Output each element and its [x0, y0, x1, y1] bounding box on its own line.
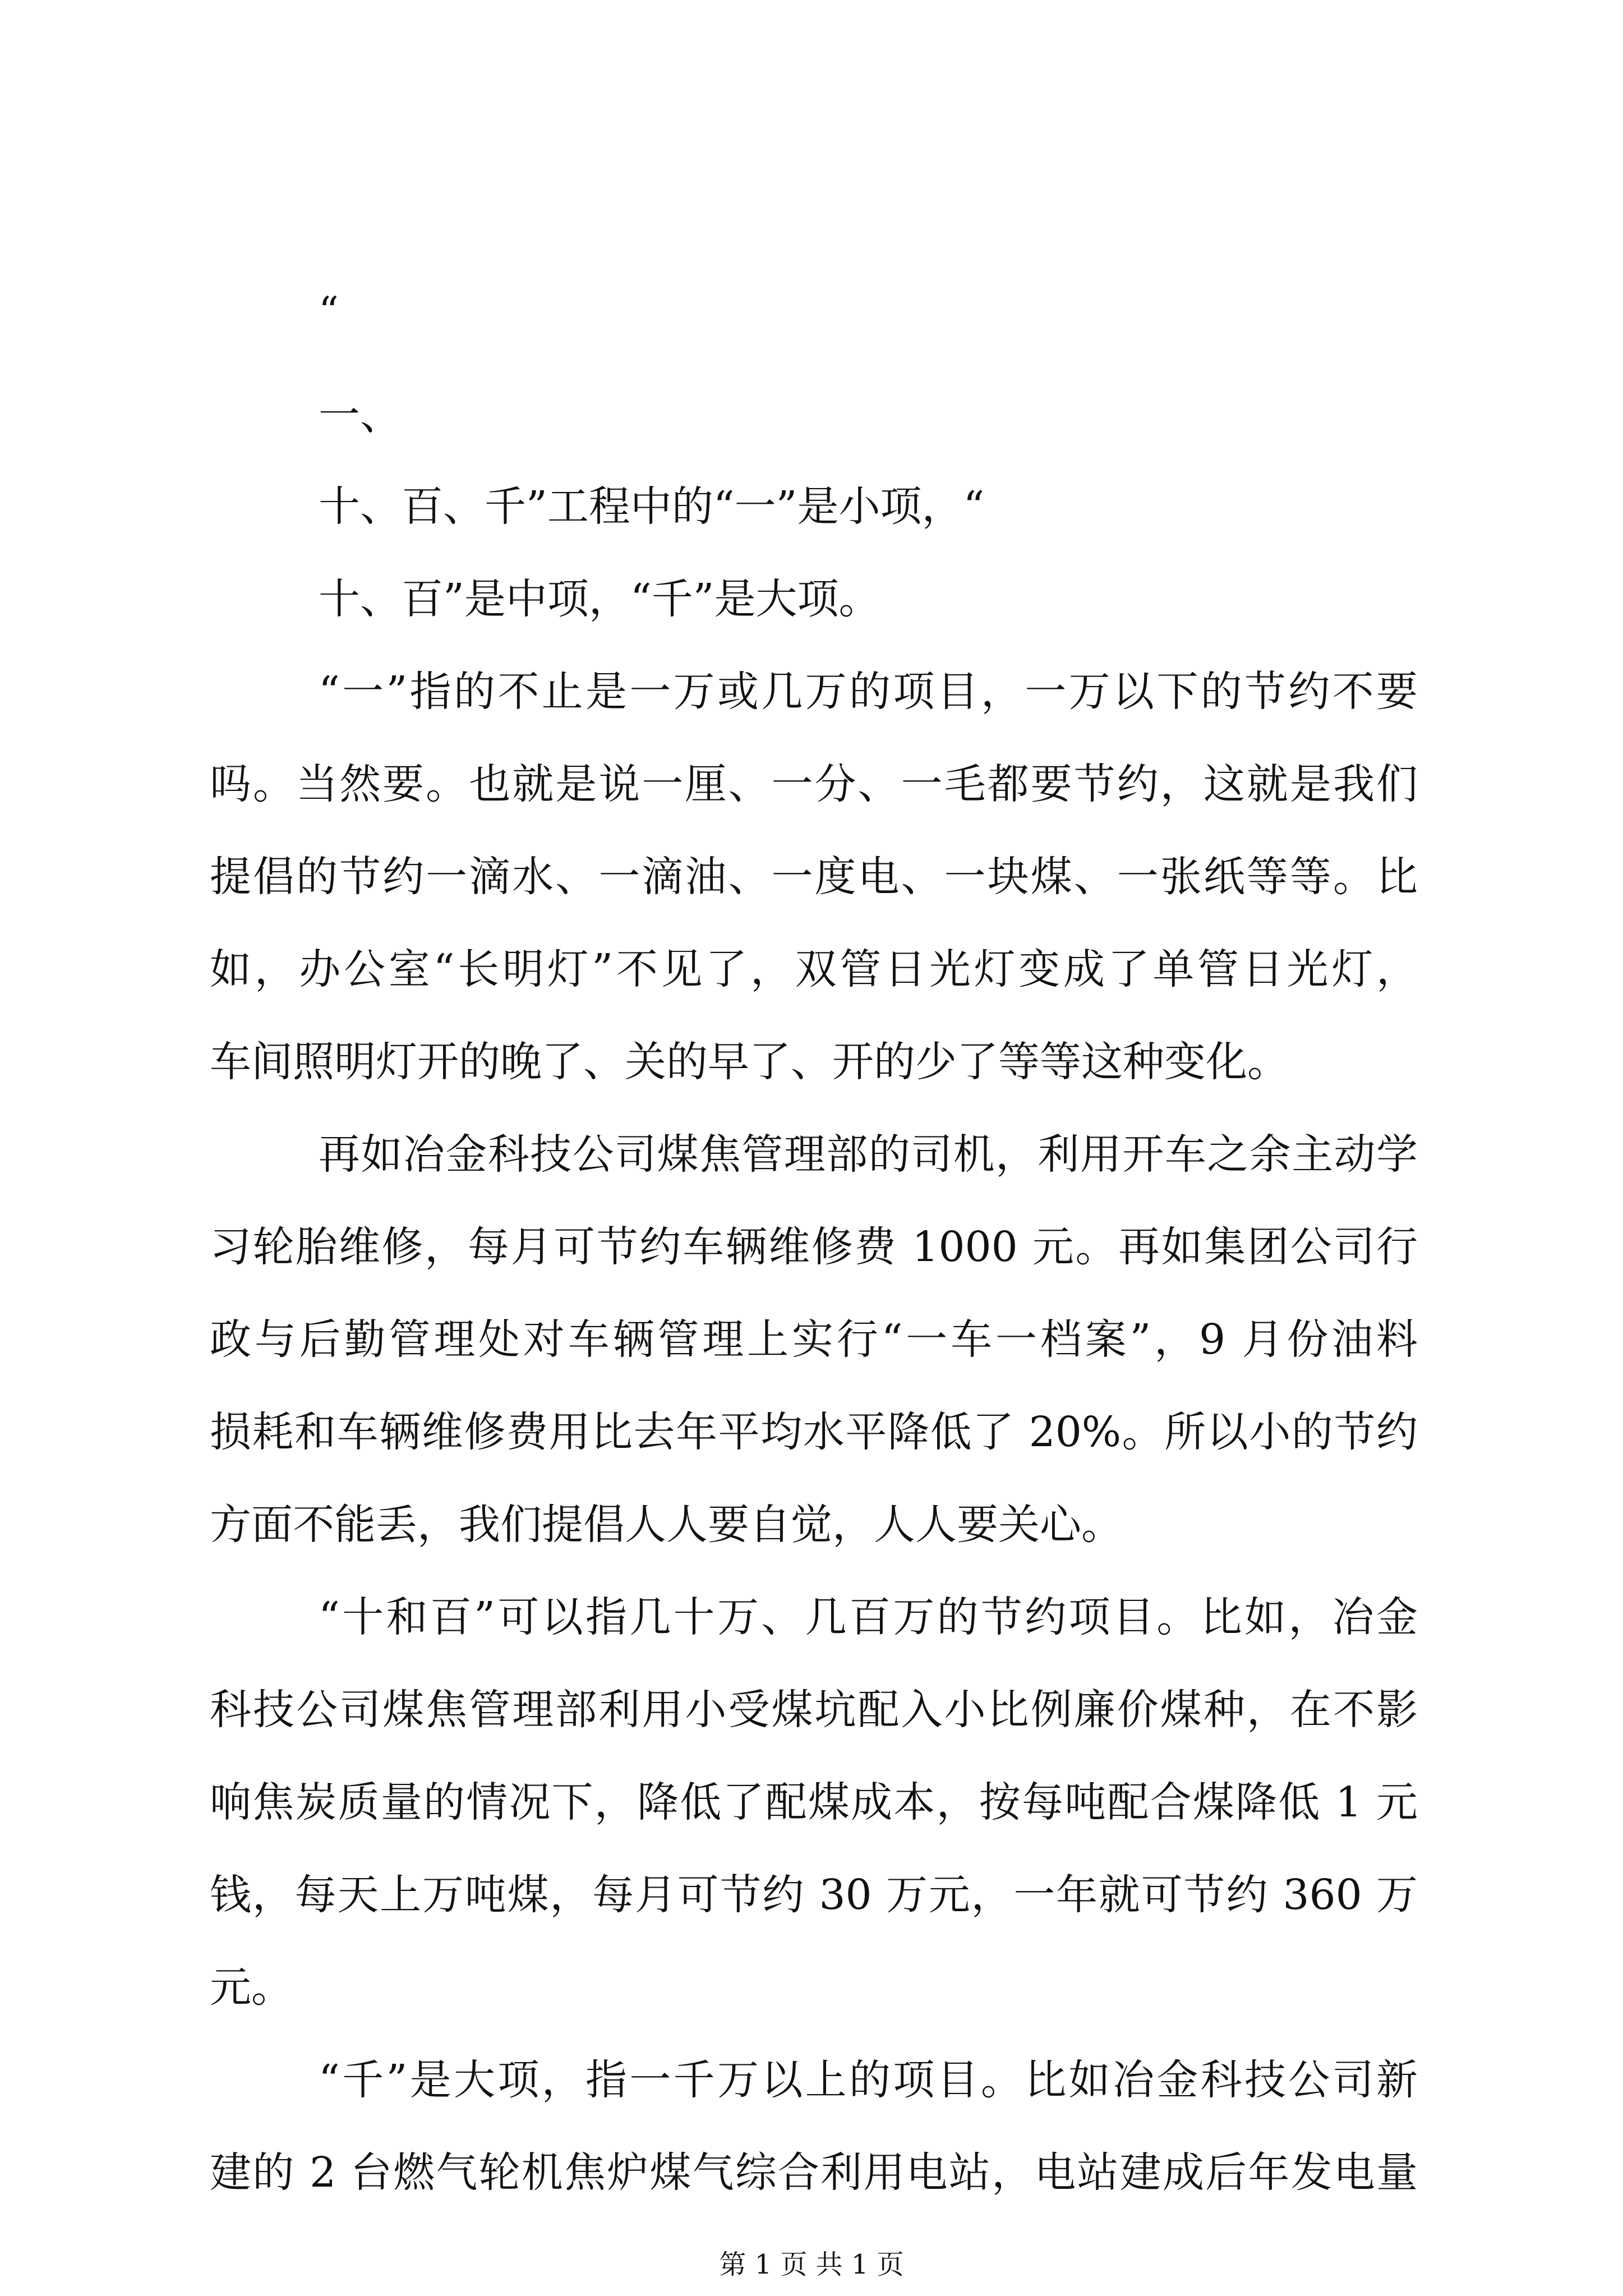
text-line: “: [319, 288, 339, 334]
text-line: 政与后勤管理处对车辆管理上实行“一车一档案”，9 月份油料: [210, 1315, 1418, 1364]
text-line: 如，办公室“长明灯”不见了，双管日光灯变成了单管日光灯，: [210, 945, 1418, 993]
text-line: 提倡的节约一滴水、一滴油、一度电、一块煤、一张纸等等。比: [210, 853, 1418, 901]
text-line: 建的 2 台燃气轮机焦炉煤气综合利用电站，电站建成后年发电量: [210, 2148, 1418, 2197]
text-line: 十、百”是中项，“千”是大项。: [319, 575, 880, 623]
text-line: 一、: [319, 391, 402, 439]
text-line: “十和百”可以指几十万、几百万的节约项目。比如，冶金: [319, 1593, 1418, 1641]
text-line: 习轮胎维修，每月可节约车辆维修费 1000 元。再如集团公司行: [210, 1223, 1418, 1271]
text-line: 方面不能丢，我们提倡人人要自觉，人人要关心。: [210, 1501, 1123, 1549]
text-line: 十、百、千”工程中的“一”是小项，“: [319, 482, 985, 531]
text-line: “千”是大项，指一千万以上的项目。比如冶金科技公司新: [319, 2056, 1418, 2104]
text-line: “一”指的不止是一万或几万的项目，一万以下的节约不要: [319, 668, 1418, 716]
text-line: 科技公司煤焦管理部利用小受煤坑配入小比例廉价煤种，在不影: [210, 1686, 1418, 1734]
text-line: 吗。当然要。也就是说一厘、一分、一毛都要节约，这就是我们: [210, 760, 1418, 808]
text-line: 再如冶金科技公司煤焦管理部的司机，利用开车之余主动学: [319, 1130, 1418, 1179]
text-line: 车间照明灯开的晚了、关的早了、开的少了等等这种变化。: [210, 1038, 1289, 1086]
page-footer: 第 1 页 共 1 页: [719, 2249, 904, 2280]
text-line: 响焦炭质量的情况下，降低了配煤成本，按每吨配合煤降低 1 元: [210, 1778, 1418, 1826]
text-line: 钱，每天上万吨煤，每月可节约 30 万元，一年就可节约 360 万: [210, 1871, 1418, 1919]
text-line: 损耗和车辆维修费用比去年平均水平降低了 20%。所以小的节约: [210, 1408, 1418, 1456]
text-line: 元。: [210, 1963, 293, 2012]
